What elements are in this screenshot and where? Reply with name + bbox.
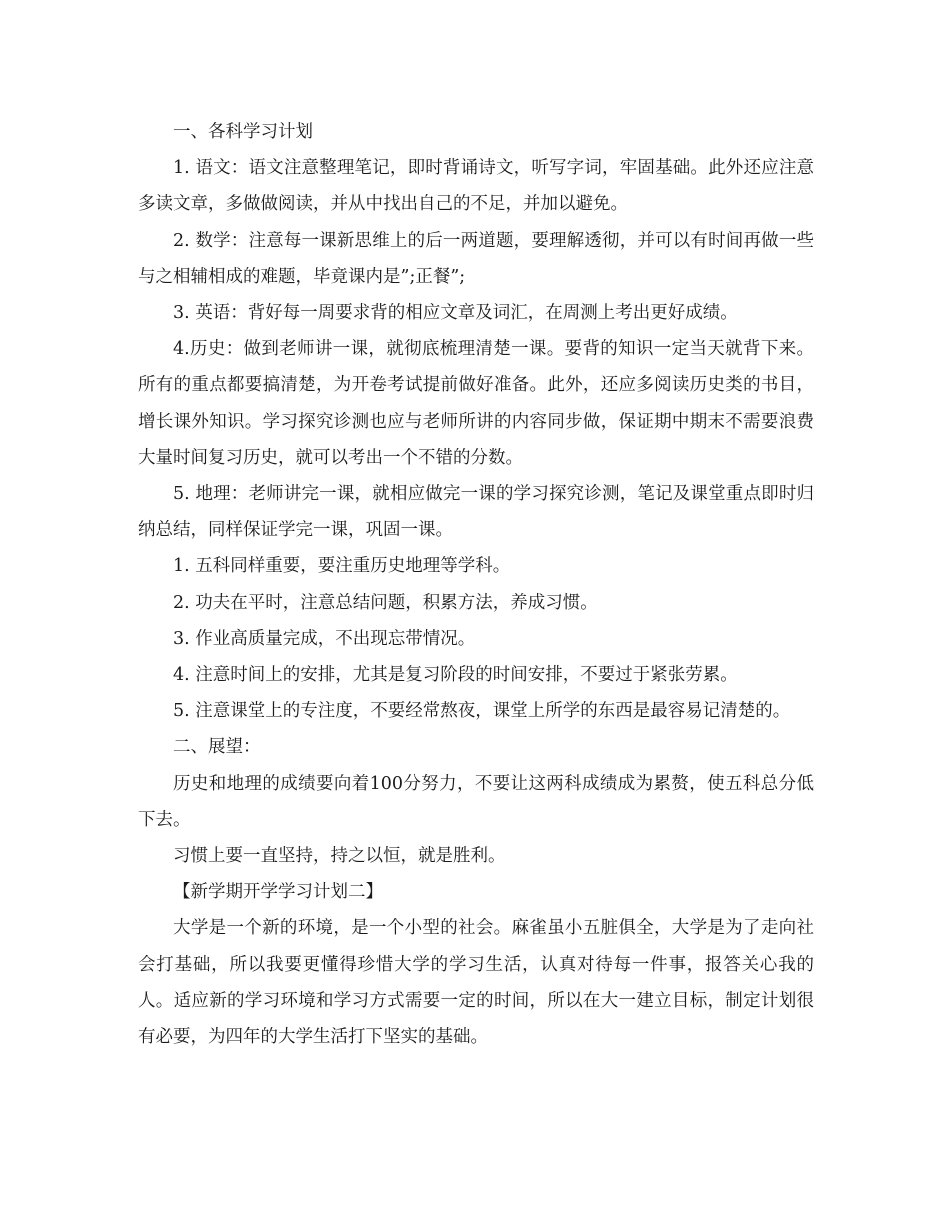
plan-two-paragraph: 大学是一个新的环境，是一个小型的社会。麻雀虽小五脏俱全，大学是为了走向社会打基础，所以我要更懂得珍惜大学的学习生活，认真对待每一件事，报答关心我的人。适应新的学习环境和学习方式需要一定的时间，所以在大一建立目标，制定计划很有必要，为四年的大学生活打下坚实的基础。 — [138, 918, 814, 1048]
section-heading-plan-two: 【新学期开学学习计划二】 — [173, 882, 383, 903]
plan-item-chinese: 1. 语文：语文注意整理笔记，即时背诵诗文，听写字词，牢固基础。此外还应注意多读文章，多做做阅读，并从中找出自己的不足，并加以避免。 — [138, 158, 814, 215]
plan-item-geography: 5. 地理：老师讲完一课，就相应做完一课的学习探究诊测，笔记及课堂重点即时归纳总结，同样保证学完一课，巩固一课。 — [138, 484, 814, 541]
tip-item-2: 2. 功夫在平时，注意总结问题，积累方法，养成习惯。 — [173, 592, 598, 613]
tip-item-5: 5. 注意课堂上的专注度，不要经常熬夜，课堂上所学的东西是最容易记清楚的。 — [173, 701, 791, 722]
tip-item-4: 4. 注意时间上的安排，尤其是复习阶段的时间安排，不要过于紧张劳累。 — [173, 665, 738, 686]
plan-item-english: 3. 英语：背好每一周要求背的相应文章及词汇，在周测上考出更好成绩。 — [173, 303, 738, 324]
plan-item-history: 4.历史：做到老师讲一课，就彻底梳理清楚一课。要背的知识一定当天就背下来。所有的重点都要搞清楚，为开卷考试提前做好准备。此外，还应多阅读历史类的书目，增长课外知识。学习探究诊测也应与老师所讲的内容同步做，保证期中期末不需要浪费大量时间复习历史，就可以考出一个不错的分数。 — [138, 339, 814, 468]
document-body — [138, 114, 814, 1055]
tip-item-3: 3. 作业高质量完成，不出现忘带情况。 — [173, 628, 476, 649]
section-heading-outlook: 二、展望： — [173, 737, 261, 758]
plan-item-math: 2. 数学：注意每一课新思维上的后一两道题，要理解透彻，并可以有时间再做一些与之相辅相成的难题，毕竟课内是”;正餐”; — [138, 230, 814, 287]
tip-item-1: 1. 五科同样重要，要注重历史地理等学科。 — [173, 556, 511, 577]
section-heading-study-plan: 一、各科学习计划 — [173, 122, 313, 142]
outlook-paragraph-2: 习惯上要一直坚持，持之以恒，就是胜利。 — [173, 846, 506, 867]
outlook-paragraph-1: 历史和地理的成绩要向着100分努力，不要让这两科成绩成为累赘，使五科总分低下去。 — [138, 773, 814, 830]
